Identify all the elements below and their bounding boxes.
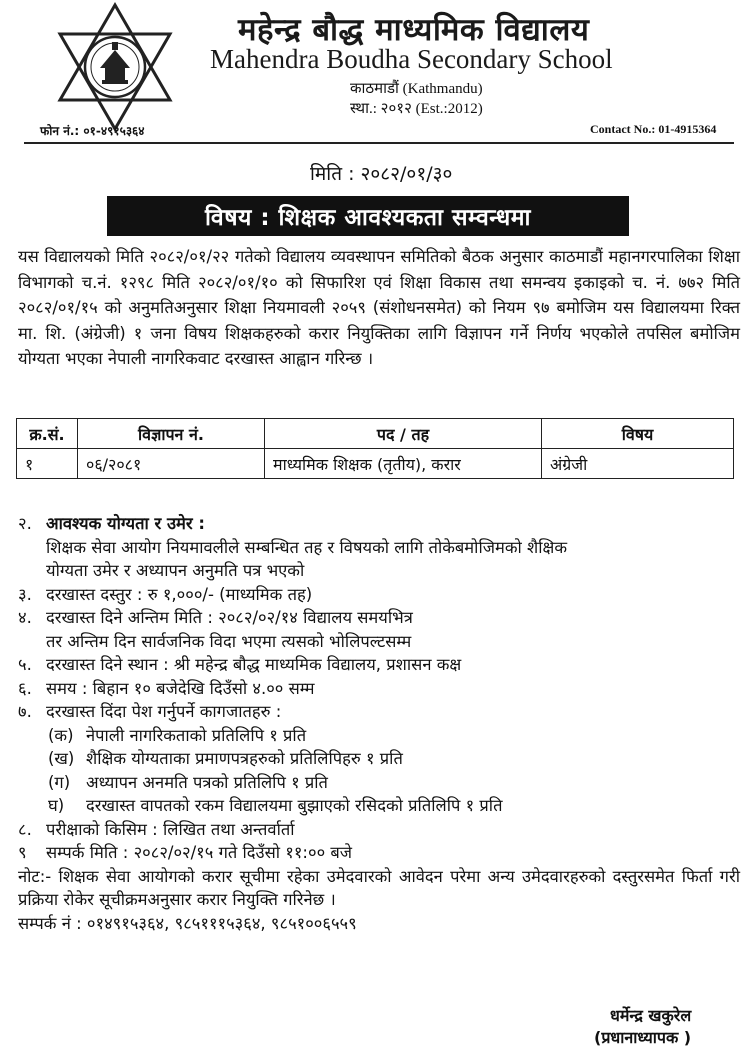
list-item [18, 841, 740, 865]
item-number: २. [18, 514, 32, 533]
list-item [18, 606, 740, 630]
col-ad-number: विज्ञापन नं. [78, 419, 265, 449]
signatory-name: धर्मेन्द्र खकुरेल [610, 1006, 692, 1025]
cell-serial: १ [17, 449, 78, 479]
notice-subject: विषय : शिक्षक आवश्यकता सम्वन्धमा [107, 196, 629, 236]
document-item [18, 771, 740, 795]
school-established: स्था.: २०१२ (Est.:2012) [350, 101, 483, 117]
letterhead [0, 0, 750, 150]
item-number: ८. [18, 819, 32, 839]
qualification-line-1: शिक्षक सेवा आयोग नियमावलीले सम्बन्धित तह र विषयको लागि तोकेबमोजिमको शैक्षिक [46, 537, 568, 557]
documents-title: दरखास्त दिंदा पेश गर्नुपर्ने कागजातहरु : [46, 702, 282, 721]
school-name-english: Mahendra Boudha Secondary School [210, 44, 613, 74]
cell-subject: अंग्रेजी [542, 449, 734, 479]
document-label: घ) [48, 796, 65, 815]
document-label: (क) [48, 725, 74, 745]
list-item [18, 512, 740, 536]
requirements-list [18, 512, 740, 935]
deadline-line-2: तर अन्तिम दिन सार्वजनिक विदा भएमा त्यसको भोलिपल्टसम्म [46, 631, 412, 651]
document-text: शैक्षिक योग्यताका प्रमाणपत्रहरुको प्रतिलिपिहरु १ प्रति [86, 749, 403, 768]
item-number: ७. [18, 702, 32, 721]
list-item [18, 583, 740, 607]
signatory-title: (प्रधानाध्यापक ) [594, 1028, 692, 1047]
document-text: नेपाली नागरिकताको प्रतिलिपि १ प्रति [86, 725, 307, 745]
document-item [18, 724, 740, 748]
document-label: (ख) [48, 749, 75, 768]
header-divider [24, 142, 734, 144]
cell-ad-number: ०६/२०८१ [78, 449, 265, 479]
table-header-row [17, 419, 734, 449]
col-serial: क्र.सं. [17, 419, 78, 449]
school-location: काठमाडौं (Kathmandu) [350, 81, 483, 97]
application-fee: दरखास्त दस्तुर : रु १,०००/- (माध्यमिक तह) [46, 584, 313, 604]
contact-english: Contact No.: 01-4915364 [590, 122, 717, 136]
document-text: अध्यापन अनमति पत्रको प्रतिलिपि १ प्रति [86, 772, 328, 792]
qualification-line-2: योग्यता उमेर र अध्यापन अनुमति पत्र भएको [46, 561, 305, 580]
item-number: ५. [18, 655, 32, 674]
contact-date: सम्पर्क मिति : २०८२/०२/१५ गते दिउँसो ११:०० बजे [46, 843, 353, 862]
notice-date: मिति : २०८२/०१/३० [310, 163, 453, 185]
list-item [18, 677, 740, 701]
notice-note: नोट:- शिक्षक सेवा आयोगको करार सूचीमा रहेका उमेदवारको आवेदन परेमा अन्य उमेदवारहरुको दस्तुरसमेत फिर्ता गरी प्रक्रिया रोकेर सूचीक्रमअनुसार करार नियुक्ति गरिनेछ । [18, 866, 740, 909]
application-place: दरखास्त दिने स्थान : श्री महेन्द्र बौद्ध माध्यमिक विद्यालय, प्रशासन कक्ष [46, 655, 462, 674]
list-item [18, 818, 740, 842]
office-time: समय : बिहान १० बजेदेखि दिउँसो ४.०० सम्म [46, 678, 315, 698]
document-text: दरखास्त वापतको रकम विद्यालयमा बुझाएको रसिदको प्रतिलिपि १ प्रति [86, 796, 503, 815]
col-subject: विषय [542, 419, 734, 449]
phone-nepali: फोन नं.: ०१-४९१५३६४ [40, 124, 145, 138]
intro-paragraph: यस विद्यालयको मिति २०८२/०१/२२ गतेको विद्यालय व्यवस्थापन समितिको बैठक अनुसार काठमाडौं महानगरपालिका शिक्षा विभागको च.नं. १२९८ मिति २०८२/०१/१० को सिफारिश एवं शिक्षा विकास तथा समन्वय इकाइको च. नं. ७७२ मिति २०८२/०१/१५ को अनुमतिअनुसार शिक्षा नियमावली २०५९ (संशोधनसमेत) को नियम ९७ बमोजिम यस विद्यालयमा रिक्त मा. शि. (अंग्रेजी) १ जना विषय शिक्षकहरुको करार नियुक्तिका लागि विज्ञापन गर्ने निर्णय भएकोले तपसिल बमोजिम योग्यता भएका नेपाली नागरिकवाट दरखास्त आह्वान गरिन्छ । [18, 247, 740, 368]
vacancy-table [16, 418, 734, 479]
list-item [18, 653, 740, 677]
contact-numbers: सम्पर्क नं : ०१४९१५३६४, ९८५१११५३६४, ९८५१००६५५९ [18, 913, 357, 933]
exam-type: परीक्षाको किसिम : लिखित तथा अन्तर्वार्ता [46, 819, 295, 839]
deadline-line-1: दरखास्त दिने अन्तिम मिति : २०८२/०२/१४ विद्यालय समयभित्र [46, 608, 413, 627]
item-number: ९ [18, 843, 27, 862]
cell-post-level: माध्यमिक शिक्षक (तृतीय), करार [265, 449, 542, 479]
school-name-nepali: महेन्द्र बौद्ध माध्यमिक विद्यालय [238, 12, 590, 48]
col-post-level: पद / तह [265, 419, 542, 449]
document-label: (ग) [48, 772, 71, 792]
document-item [18, 747, 740, 771]
qualification-title: आवश्यक योग्यता र उमेर : [46, 514, 206, 533]
document-item [18, 794, 740, 818]
school-emblem-icon [50, 2, 180, 132]
list-item [18, 700, 740, 724]
table-row [17, 449, 734, 479]
item-number: ६. [18, 678, 32, 698]
item-number: ४. [18, 608, 32, 627]
item-number: ३. [18, 584, 32, 604]
